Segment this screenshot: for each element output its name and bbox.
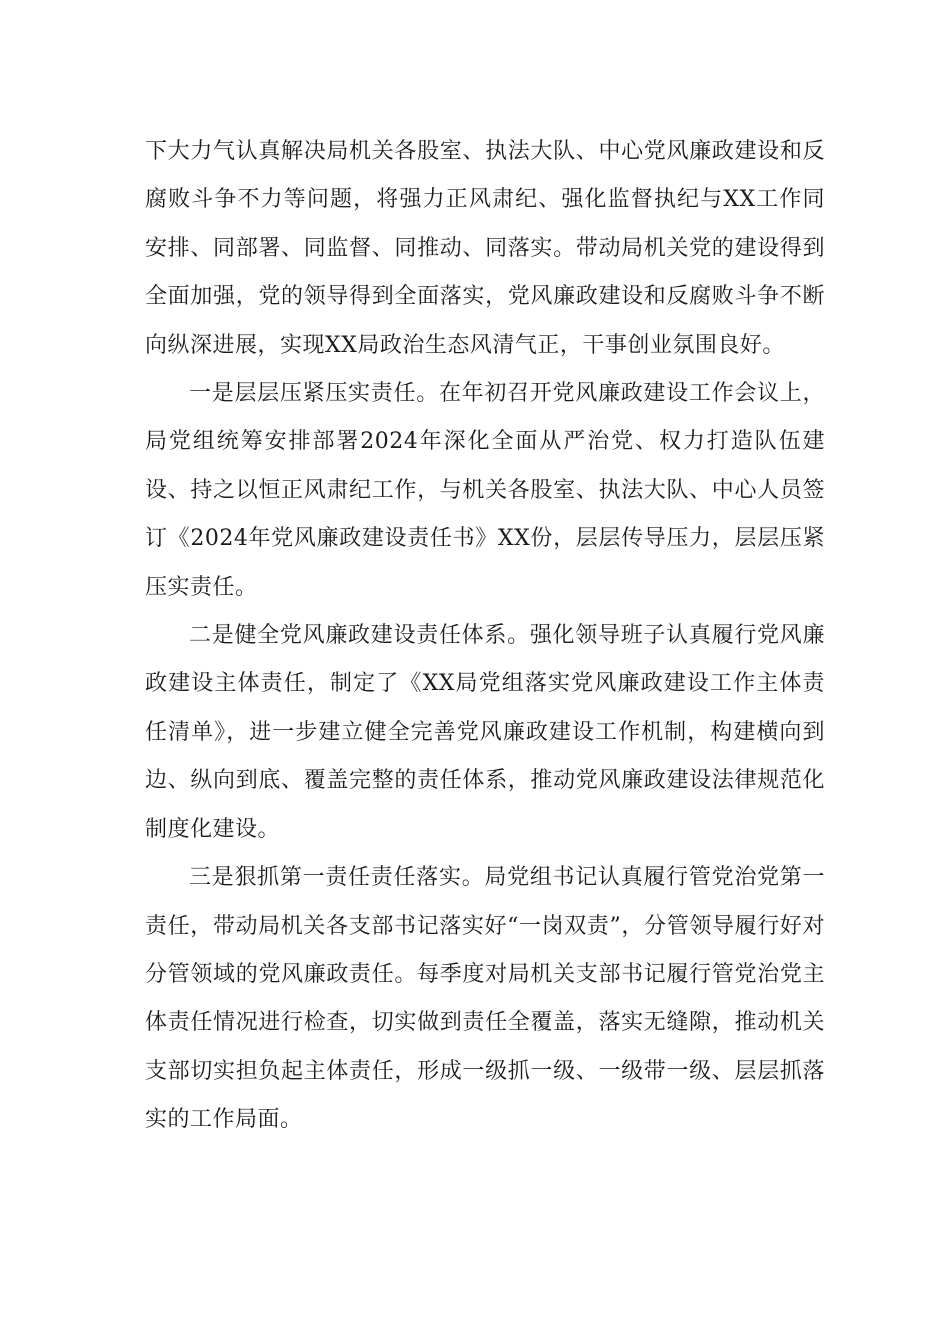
paragraph-responsibility: 一是层层压紧压实责任。在年初召开党风廉政建设工作会议上，局党组统筹安排部署2024年深化全面从严治党、权力打造队伍建设、持之以恒正风肃纪工作，与机关各股室、执法大队、中心人员签订《2024年党风廉政建设责任书》XX份，层层传导压力，层层压紧压实责任。 [145,381,825,600]
paragraph-continuation: 下大力气认真解决局机关各股室、执法大队、中心党风廉政建设和反腐败斗争不力等问题，将强力正风肃纪、强化监督执纪与XX工作同安排、同部署、同监督、同推动、同落实。带动局机关党的建设得到全面加强，党的领导得到全面落实，党风廉政建设和反腐败斗争不断向纵深进展，实现XX局政治生态风清气正，干事创业氛围良好。 [145,139,825,358]
paragraph-first-responsibility: 三是狠抓第一责任责任落实。局党组书记认真履行管党治党第一责任，带动局机关各支部书记落实好“一岗双责”，分管领导履行好对分管领域的党风廉政责任。每季度对局机关支部书记履行管党治党主体责任情况进行检查，切实做到责任全覆盖，落实无缝隙，推动机关支部切实担负起主体责任，形成一级抓一级、一级带一级、层层抓落实的工作局面。 [145,865,825,1133]
paragraph-system: 二是健全党风廉政建设责任体系。强化领导班子认真履行党风廉政建设主体责任，制定了《XX局党组落实党风廉政建设工作主体责任清单》，进一步建立健全完善党风廉政建设工作机制，构建横向到边、纵向到底、覆盖完整的责任体系，推动党风廉政建设法律规范化制度化建设。 [145,623,825,842]
document-body [145,128,825,1145]
